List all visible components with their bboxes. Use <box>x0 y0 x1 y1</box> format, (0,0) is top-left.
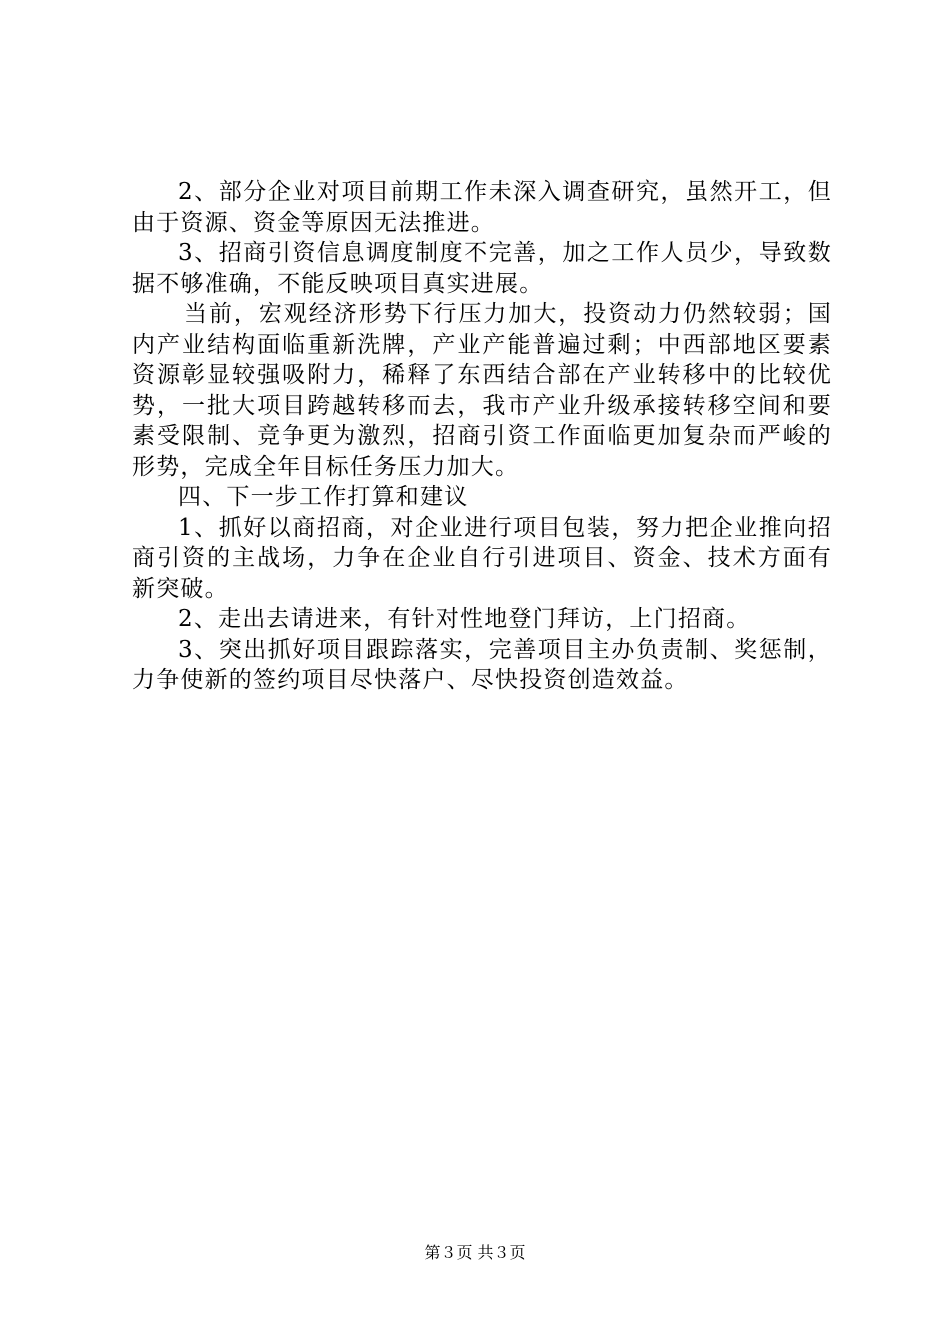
page-number-footer: 第３页 共３页 <box>424 1243 526 1262</box>
paragraph-item-3: 3、招商引资信息调度制度不完善，加之工作人员少，导致数据不够准确，不能反映项目真实进展。 <box>132 240 832 297</box>
section-heading-next-steps: 四、下一步工作打算和建议 <box>178 484 469 510</box>
paragraph-suggestion-1: 1、抓好以商招商，对企业进行项目包装，努力把企业推向招商引资的主战场，力争在企业自行引进项目、资金、技术方面有新突破。 <box>132 514 832 602</box>
paragraph-item-2: 2、部分企业对项目前期工作未深入调查研究，虽然开工，但由于资源、资金等原因无法推进。 <box>132 179 832 236</box>
document-body <box>132 177 832 696</box>
paragraph-suggestion-2: 2、走出去请进来，有针对性地登门拜访，上门招商。 <box>178 606 751 632</box>
paragraph-situation: 当前，宏观经济形势下行压力加大，投资动力仍然较弱；国内产业结构面临重新洗牌，产业产能普遍过剩；中西部地区要素资源彰显较强吸附力，稀释了东西结合部在产业转移中的比较优势，一批大项目跨越转移而去，我市产业升级承接转移空间和要素受限制、竞争更为激烈，招商引资工作面临更加复杂而严峻的形势，完成全年目标任务压力加大。 <box>132 301 832 480</box>
paragraph-suggestion-3: 3、突出抓好项目跟踪落实，完善项目主办负责制、奖惩制，力争使新的签约项目尽快落户、尽快投资创造效益。 <box>132 636 832 693</box>
